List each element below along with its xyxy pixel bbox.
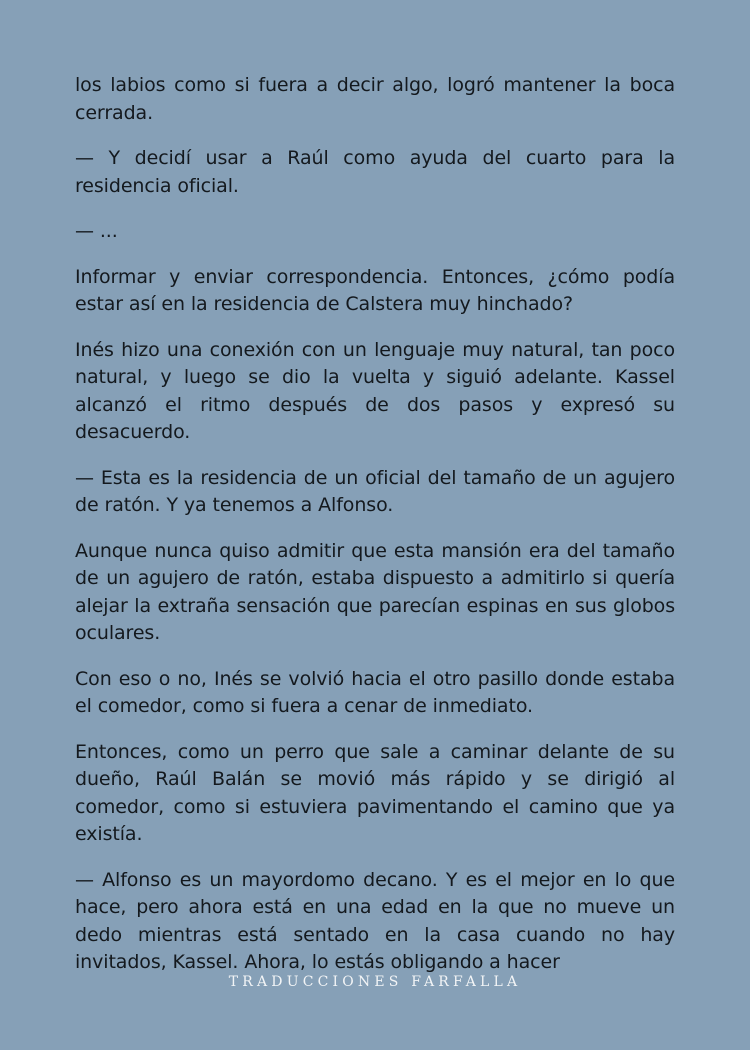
paragraph: — ...	[75, 220, 118, 242]
paragraph: — Y decidí usar a Raúl como ayuda del cuarto para la residencia oficial.	[75, 147, 675, 197]
paragraph: Con eso o no, Inés se volvió hacia el otro pasillo donde estaba el comedor, como si fuera a cenar de inmediato.	[75, 667, 675, 717]
paragraph: Informar y enviar correspondencia. Entonces, ¿cómo podía estar así en la residencia de Calstera muy hinchado?	[75, 265, 675, 315]
paragraph: Aunque nunca quiso admitir que esta mansión era del tamaño de un agujero de ratón, estaba dispuesto a admitirlo si quería alejar la extraña sensación que parecían espinas en sus globos oculares.	[75, 539, 675, 644]
paragraph: — Alfonso es un mayordomo decano. Y es el mejor en lo que hace, pero ahora está en una edad en la que no mueve un dedo mientras está sentado en la casa cuando no hay invitados, Kassel. Ahora, lo estás obligando a hacer	[75, 868, 675, 973]
paragraph: — Esta es la residencia de un oficial del tamaño de un agujero de ratón. Y ya tenemos a Alfonso.	[75, 466, 675, 516]
paragraph: los labios como si fuera a decir algo, logró mantener la boca cerrada.	[75, 74, 675, 124]
paragraph: Entonces, como un perro que sale a caminar delante de su dueño, Raúl Balán se movió más rápido y se dirigió al comedor, como si estuviera pavimentando el camino que ya existía.	[75, 740, 675, 845]
footer-credit: TRADUCCIONES FARFALLA	[228, 974, 522, 990]
paragraph: Inés hizo una conexión con un lenguaje muy natural, tan poco natural, y luego se dio la vuelta y siguió adelante. Kassel alcanzó el ritmo después de dos pasos y expresó su desacuerdo.	[75, 338, 675, 443]
page-body	[75, 72, 675, 995]
